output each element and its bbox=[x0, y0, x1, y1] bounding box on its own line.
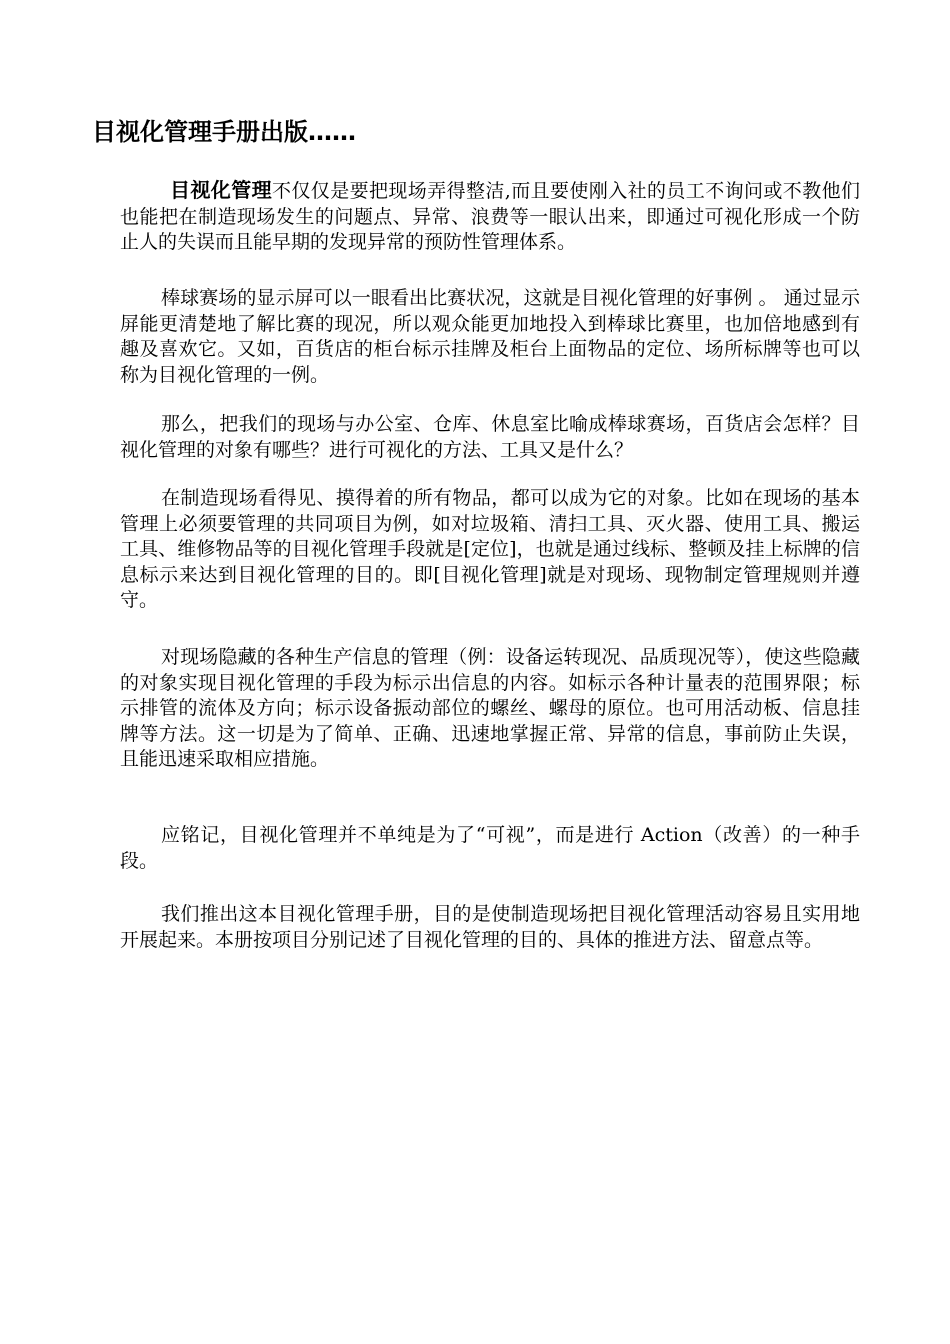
document-title: 目视化管理手册出版…… bbox=[92, 118, 356, 146]
paragraph-5: 对现场隐藏的各种生产信息的管理（例：设备运转现况、品质现况等），使这些隐藏的对象实现目视化管理的手段为标示出信息的内容。如标示各种计量表的范围界限；标示排管的流体及方向；标示设备振动部位的螺丝、螺母的原位。也可用活动板、信息挂牌等方法。这一切是为了简单、正确、迅速地掌握正常、异常的信息，事前防止失误，且能迅速采取相应措施。 bbox=[120, 646, 860, 770]
paragraph-1 bbox=[120, 178, 860, 256]
paragraph-1-text: 不仅仅是要把现场弄得整洁,而且要使刚入社的员工不询问或不教他们也能把在制造现场发生的问题点、异常、浪费等一眼认出来，即通过可视化形成一个防止人的失误而且能早期的发现异常的预防性管理体系。 bbox=[120, 180, 861, 253]
paragraph-4: 在制造现场看得见、摸得着的所有物品，都可以成为它的对象。比如在现场的基本管理上必须要管理的共同项目为例，如对垃圾箱、清扫工具、灭火器、使用工具、搬运工具、维修物品等的目视化管理手段就是[定位]，也就是通过线标、整顿及挂上标牌的信息标示来达到目视化管理的目的。即[目视化管理]就是对现场、现物制定管理规则并遵守。 bbox=[120, 487, 860, 611]
paragraph-2: 棒球赛场的显示屏可以一眼看出比赛状况，这就是目视化管理的好事例 。 通过显示屏能更清楚地了解比赛的现况，所以观众能更加地投入到棒球比赛里，也加倍地感到有趣及喜欢它。又如，百货店的柜台标示挂牌及柜台上面物品的定位、场所标牌等也可以称为目视化管理的一例。 bbox=[120, 287, 860, 386]
paragraph-3: 那么，把我们的现场与办公室、仓库、休息室比喻成棒球赛场，百货店会怎样？目视化管理的对象有哪些？进行可视化的方法、工具又是什么？ bbox=[120, 413, 860, 461]
paragraph-1-lead: 目视化管理 bbox=[170, 178, 272, 202]
paragraph-7: 我们推出这本目视化管理手册，目的是使制造现场把目视化管理活动容易且实用地开展起来。本册按项目分别记述了目视化管理的目的、具体的推进方法、留意点等。 bbox=[120, 903, 860, 951]
paragraph-6: 应铭记，目视化管理并不单纯是为了“可视”，而是进行 Action（改善）的一种手段。 bbox=[120, 824, 860, 872]
